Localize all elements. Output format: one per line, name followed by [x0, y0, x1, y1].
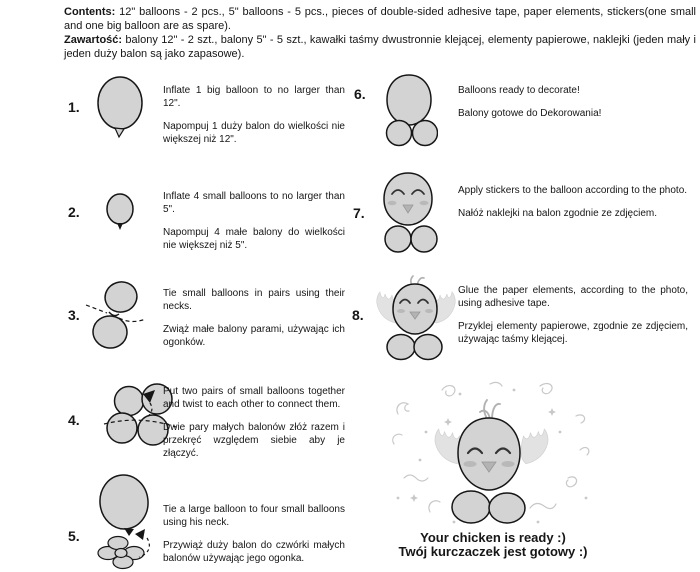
step-6-text	[458, 84, 688, 130]
step-3-number: 3.	[68, 307, 80, 323]
step-1-text-en: Inflate 1 big balloon to no larger than 12".	[163, 85, 345, 109]
zawartosc-label: Zawartość:	[64, 34, 123, 46]
zawartosc-text: balony 12" - 2 szt., balony 5" - 5 szt., kawałki taśmy dwustronnie klejącej, elementy papierowe, naklejki (jeden mały i jeden duży balon są jako zapasowe).	[64, 34, 696, 60]
finished-chicken-illustration	[390, 380, 595, 528]
right-wing-paper-icon	[521, 429, 548, 464]
step-4-number: 4.	[68, 412, 80, 428]
step-4-text	[163, 385, 345, 470]
right-cheek-sticker-icon	[420, 201, 429, 205]
step-1-text-pl: Napompuj 1 duży balon do wielkości nie większej niż 12".	[163, 121, 345, 145]
assembled-figure-illustration	[383, 74, 438, 148]
step-4-text-en: Put two pairs of small balloons together and twist to each other to connect them.	[163, 386, 345, 410]
tie-arrow-icon	[135, 529, 145, 540]
step-3-text-pl: Zwiąż małe balony parami, używając ich ogonków.	[163, 324, 345, 348]
crest-paper-icon	[480, 400, 500, 420]
step-5-number: 5.	[68, 528, 80, 544]
step-6-text-pl: Balony gotowe do Dekorowania!	[458, 108, 602, 119]
step-8-text-pl: Przyklej elementy papierowe, zgodnie ze zdjęciem, używając taśmy klejącej.	[458, 321, 688, 345]
figure-with-face-illustration	[381, 172, 441, 256]
balloon-assembly-illustration	[95, 472, 165, 570]
step-1-text	[163, 84, 345, 156]
big-balloon-illustration	[96, 76, 146, 140]
step-5-text-en: Tie a large balloon to four small balloons using his neck.	[163, 504, 345, 528]
step-6-number: 6.	[354, 86, 366, 102]
step-1-number: 1.	[68, 99, 80, 115]
tied-balloon-pair-illustration	[84, 280, 159, 352]
step-7-text	[458, 184, 688, 230]
step-5-text	[163, 503, 345, 572]
contents-text: 12" balloons - 2 pcs., 5" balloons - 5 pcs., pieces of double-sided adhesive tape, paper elements, stickers(one small and one big balloon are as spare).	[64, 6, 696, 32]
step-3-text	[163, 287, 345, 359]
step-8-number: 8.	[352, 307, 364, 323]
step-7-text-en: Apply stickers to the balloon according to the photo.	[458, 185, 688, 196]
contents-line-en	[64, 5, 696, 33]
contents-header	[64, 5, 696, 61]
left-cheek-sticker-icon	[388, 201, 397, 205]
ready-message	[373, 531, 613, 559]
chicken-with-paper-elements-illustration	[374, 274, 458, 362]
step-4-text-pl: Dwie pary małych balonów złóż razem i przekręć względem siebie aby je złączyć.	[163, 422, 345, 459]
step-7-text-pl: Nałóż naklejki na balon zgodnie ze zdjęciem.	[458, 208, 658, 219]
step-2-number: 2.	[68, 204, 80, 220]
step-5-text-pl: Przywiąż duży balon do czwórki małych balonów używając jego ogonka.	[163, 540, 345, 564]
step-8-text	[458, 284, 688, 356]
small-balloon-illustration	[106, 192, 136, 232]
step-2-text-pl: Napompuj 4 małe balony do wielkości nie większej niż 5".	[163, 227, 345, 251]
contents-line-pl	[64, 33, 696, 61]
ready-message-pl: Twój kurczaczek jest gotowy :)	[398, 544, 588, 559]
step-8-text-en: Glue the paper elements, according to the photo, using adhesive tape.	[458, 285, 688, 309]
step-2-text-en: Inflate 4 small balloons to no larger than 5".	[163, 191, 345, 215]
step-2-text	[163, 190, 345, 262]
ready-message-en: Your chicken is ready :)	[420, 530, 566, 545]
contents-label: Contents:	[64, 6, 116, 18]
step-7-number: 7.	[353, 205, 365, 221]
step-3-text-en: Tie small balloons in pairs using their necks.	[163, 288, 345, 312]
step-6-text-en: Balloons ready to decorate!	[458, 85, 580, 96]
